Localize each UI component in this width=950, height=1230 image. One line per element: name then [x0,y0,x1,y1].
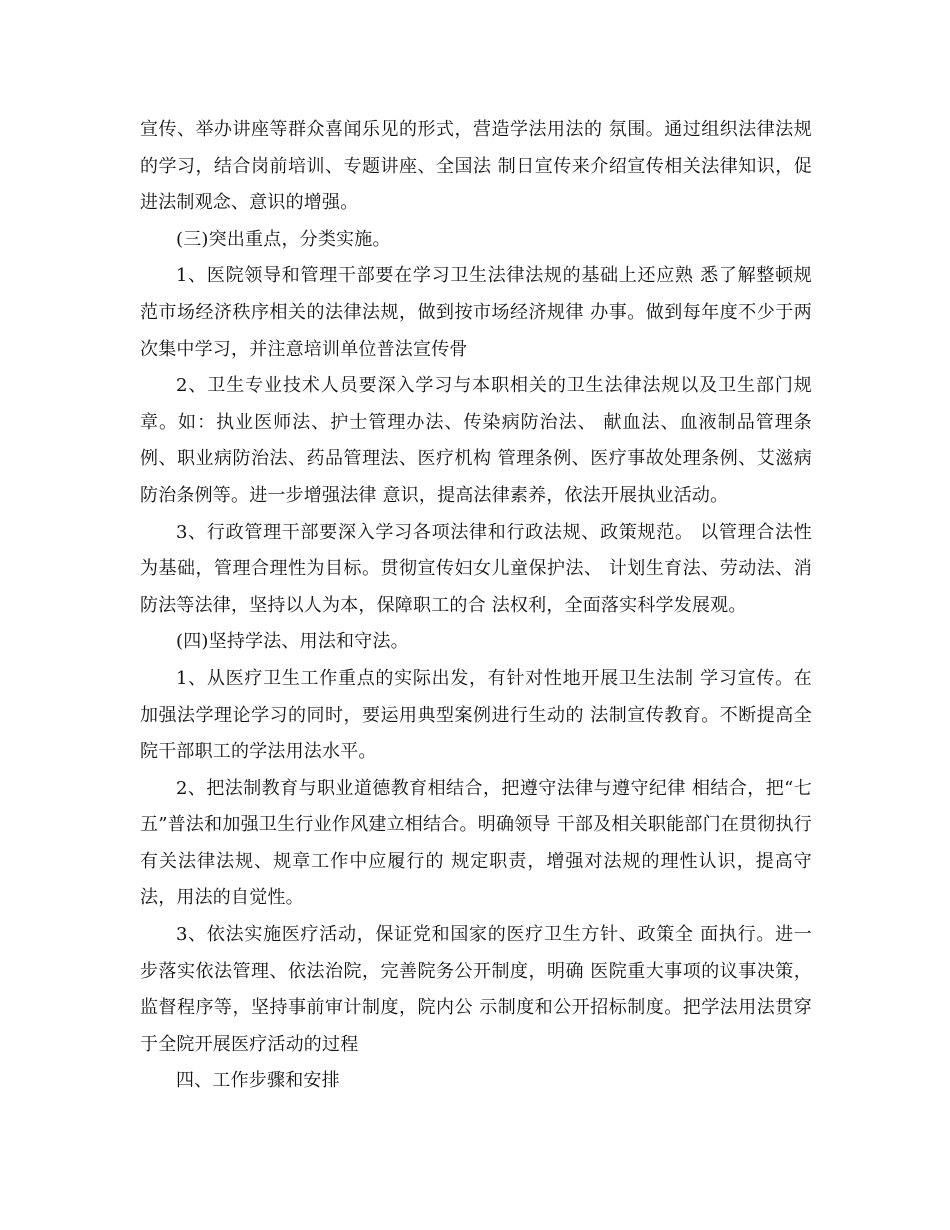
paragraph-3-3: 3、行政管理干部要深入学习各项法律和行政法规、政策规范。 以管理合法性为基础，管理合理性为目标。贯彻宣传妇女儿童保护法、 计划生育法、劳动法、消防法等法律，坚持以人为本，保障职工的合 法权利，全面落实科学发展观。 [140,521,812,616]
paragraph-continuation: 宣传、举办讲座等群众喜闻乐见的形式，营造学法用法的 氛围。通过组织法律法规的学习，结合岗前培训、专题讲座、全国法 制日宣传来介绍宣传相关法律知识，促进法制观念、意识的增强。 [140,119,812,214]
paragraph-3-2: 2、卫生专业技术人员要深入学习与本职相关的卫生法律法规以及卫生部门规章。如：执业医师法、护士管理办法、传染病防治法、 献血法、血液制品管理条例、职业病防治法、药品管理法、医疗机构 管理条例、医疗事故处理条例、艾滋病防治条例等。进一步增强法律 意识，提高法律素养，依法开展执业活动。 [140,375,812,506]
chapter-heading-4: 四、工作步骤和安排 [176,1070,340,1092]
section-heading-3: (三)突出重点，分类实施。 [176,228,391,250]
paragraph-4-1: 1、从医疗卫生工作重点的实际出发，有针对性地开展卫生法制 学习宣传。在加强法学理论学习的同时，要运用典型案例进行生动的 法制宣传教育。不断提高全院干部职工的学法用法水平。 [140,667,812,763]
section-heading-4: (四)坚持学法、用法和守法。 [176,631,409,653]
paragraph-3-1: 1、医院领导和管理干部要在学习卫生法律法规的基础上还应熟 悉了解整顿规范市场经济秩序相关的法律法规，做到按市场经济规律 办事。做到每年度不少于两次集中学习，并注意培训单位普法宣传骨 [140,265,812,360]
paragraph-4-3: 3、依法实施医疗活动，保证党和国家的医疗卫生方针、政策全 面执行。进一步落实依法管理、依法治院，完善院务公开制度，明确 医院重大事项的议事决策，监督程序等，坚持事前审计制度，院内公 示制度和公开招标制度。把学法用法贯穿于全院开展医疗活动的过程 [140,924,812,1055]
document-body [140,112,812,1100]
paragraph-4-2: 2、把法制教育与职业道德教育相结合，把遵守法律与遵守纪律 相结合，把“七五”普法和加强卫生行业作风建立相结合。明确领导 干部及相关职能部门在贯彻执行有关法律法规、规章工作中应履行的 规定职责，增强对法规的理性认识，提高守法，用法的自觉性。 [140,777,812,909]
